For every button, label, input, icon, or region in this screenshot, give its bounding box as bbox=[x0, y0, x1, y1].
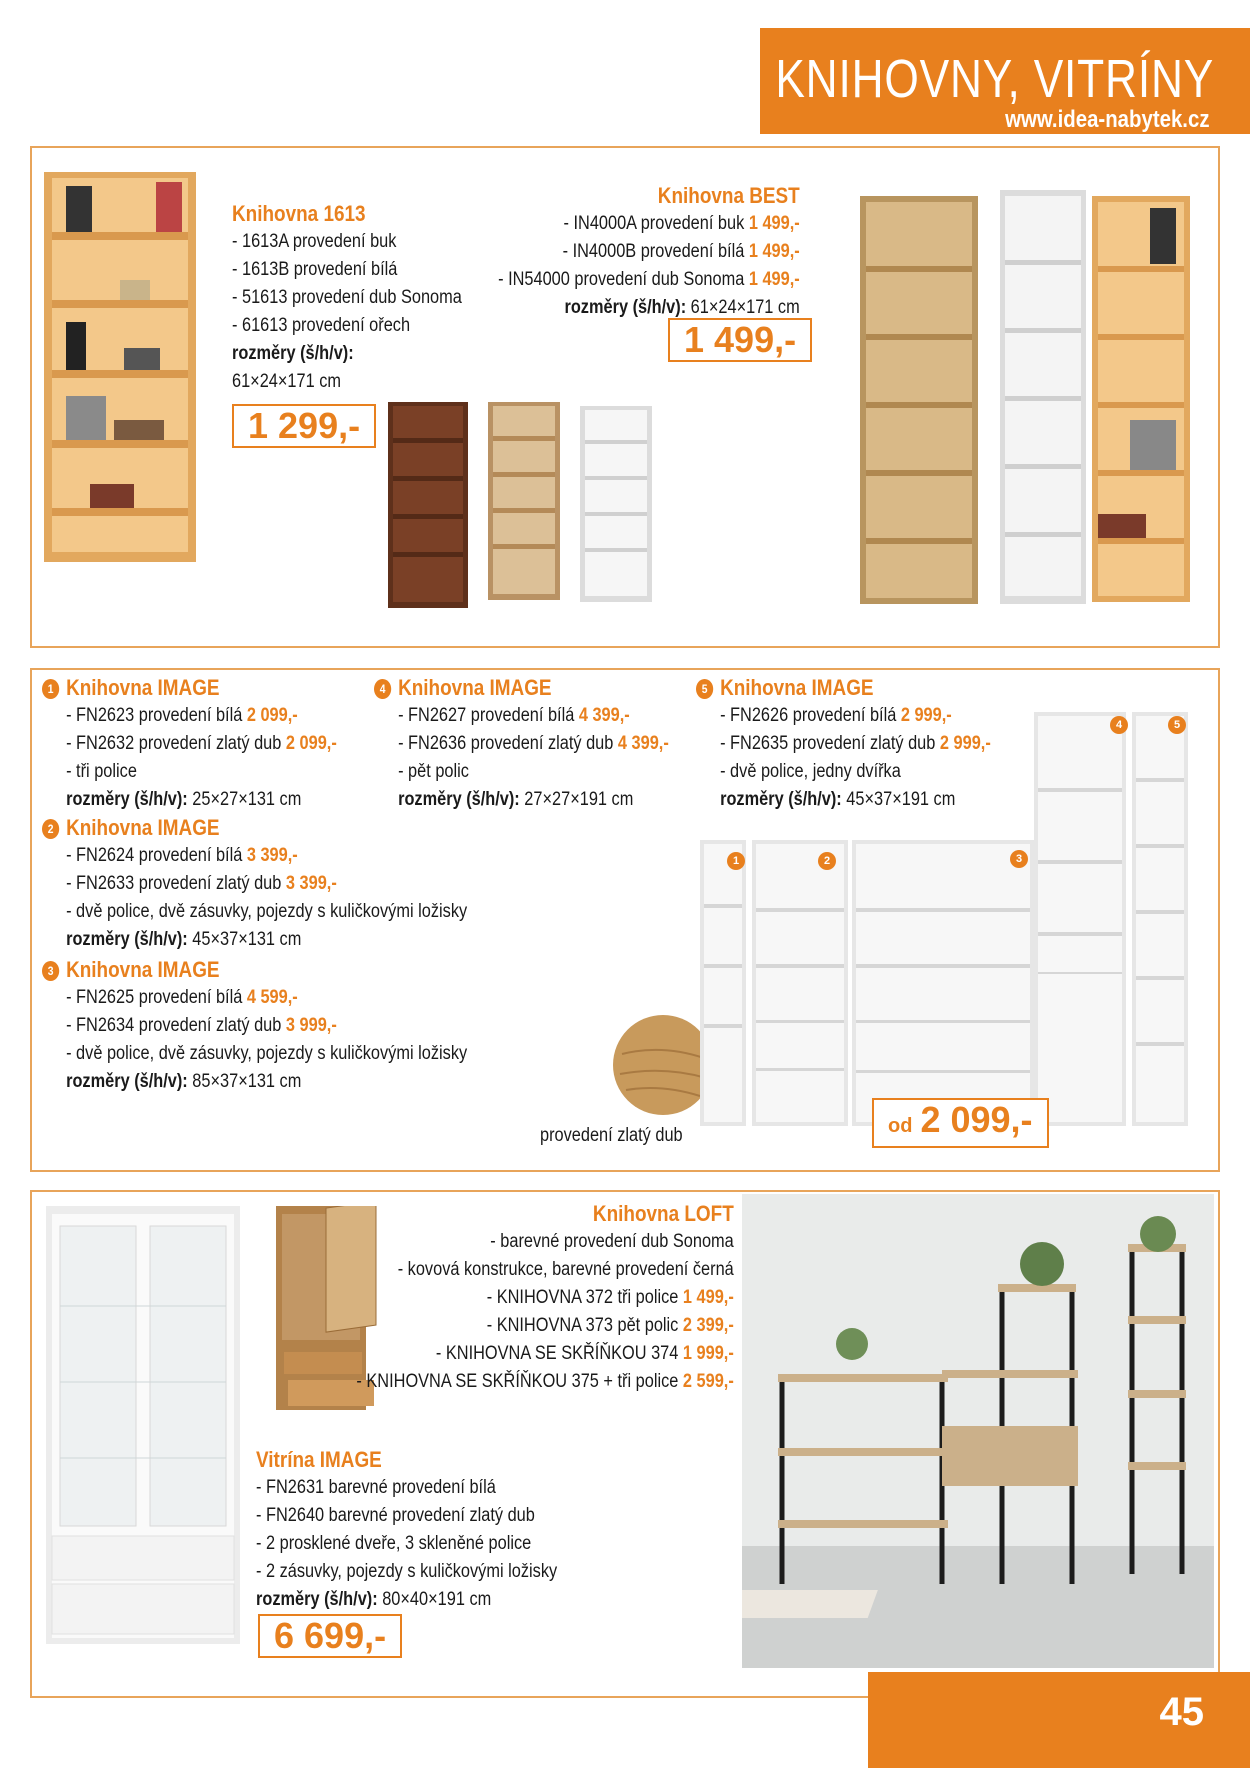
loft-line-price: 2 399,- bbox=[683, 1315, 734, 1336]
best-line-price: 1 499,- bbox=[749, 213, 800, 234]
image-price-from bbox=[872, 1098, 1049, 1148]
image-shelving-image bbox=[700, 708, 1200, 1132]
vitrina-info bbox=[256, 1446, 557, 1614]
image-item-dims-label: rozměry (š/h/v): bbox=[66, 789, 188, 810]
loft-line: - KNIHOVNA SE SKŘÍŇKOU 374 bbox=[436, 1343, 679, 1364]
k1613-dims-value: 61×24×171 cm bbox=[232, 371, 342, 392]
best-line: - IN54000 provedení dub Sonoma 1 499,- bbox=[498, 269, 800, 290]
price-prefix: od bbox=[888, 1115, 913, 1137]
unit-number-tag: 4 bbox=[1110, 716, 1128, 734]
loft-line: - KNIHOVNA 373 pět polic bbox=[486, 1315, 679, 1336]
k1613-line: - 1613B provedení bílá bbox=[232, 259, 398, 280]
unit-number-tag: 2 bbox=[818, 852, 836, 870]
image-item-line: - FN2634 provedení zlatý dub bbox=[66, 1015, 282, 1036]
unit-number-tag: 3 bbox=[1010, 850, 1028, 868]
bookcase-sonoma-image bbox=[488, 402, 560, 600]
loft-line: - barevné provedení dub Sonoma bbox=[490, 1231, 734, 1252]
image-item-line: - dvě police, jedny dvířka bbox=[720, 761, 901, 782]
vitrina-line: - 2 zásuvky, pojezdy s kuličkovými ložisky bbox=[256, 1561, 558, 1582]
image-item-line: - FN2626 provedení bílá bbox=[720, 705, 897, 726]
image-item-dims-label: rozměry (š/h/v): bbox=[720, 789, 842, 810]
vitrina-line: - FN2640 barevné provedení zlatý dub bbox=[256, 1505, 535, 1526]
best-line: - IN4000B provedení bílá 1 499,- bbox=[562, 241, 800, 262]
item-number-badge: 4 bbox=[374, 679, 391, 699]
vitrina-price: 6 699,- bbox=[258, 1614, 402, 1658]
image-item-2 bbox=[42, 814, 467, 954]
loft-room-photo bbox=[742, 1194, 1214, 1668]
image-item-line: - pět polic bbox=[398, 761, 469, 782]
item-number-badge: 3 bbox=[42, 961, 59, 981]
best-price: 1 499,- bbox=[668, 318, 812, 362]
loft-line: - KNIHOVNA 372 tři police bbox=[486, 1287, 679, 1308]
loft-line-price: 2 599,- bbox=[683, 1371, 734, 1392]
image-item-line: - FN2633 provedení zlatý dub bbox=[66, 873, 282, 894]
item-number-badge: 5 bbox=[696, 679, 713, 699]
image-item-title: Knihovna IMAGE bbox=[398, 675, 552, 700]
item-number-badge: 2 bbox=[42, 819, 59, 839]
image-item-line: - FN2632 provedení zlatý dub bbox=[66, 733, 282, 754]
image-item-dims-value: 45×37×191 cm bbox=[846, 789, 956, 810]
k1613-info bbox=[232, 200, 462, 396]
best-dims-label: rozměry (š/h/v): bbox=[564, 297, 687, 318]
loft-line-price: 1 499,- bbox=[683, 1287, 734, 1308]
loft-line-price: 1 999,- bbox=[683, 1343, 734, 1364]
item-number-badge: 1 bbox=[42, 679, 59, 699]
image-item-price: 3 999,- bbox=[285, 1015, 337, 1036]
best-title: Knihovna BEST bbox=[658, 183, 800, 208]
k1613-price: 1 299,- bbox=[232, 404, 376, 448]
image-item-line: - FN2627 provedení bílá bbox=[398, 705, 575, 726]
image-item-line: - dvě police, dvě zásuvky, pojezdy s kuličkovými ložisky bbox=[66, 1043, 468, 1064]
k1613-title: Knihovna 1613 bbox=[232, 201, 366, 226]
image-item-line: - FN2625 provedení bílá bbox=[66, 987, 243, 1008]
vitrina-dims-value: 80×40×191 cm bbox=[382, 1589, 492, 1610]
image-item-dims-value: 45×37×131 cm bbox=[192, 929, 302, 950]
image-item-price: 2 099,- bbox=[246, 705, 298, 726]
loft-info bbox=[357, 1200, 734, 1396]
price-value: 2 099,- bbox=[920, 1099, 1033, 1140]
page-number: 45 bbox=[1159, 1690, 1204, 1734]
image-item-line: - FN2636 provedení zlatý dub bbox=[398, 733, 614, 754]
image-item-price: 2 999,- bbox=[900, 705, 952, 726]
image-item-dims-label: rozměry (š/h/v): bbox=[398, 789, 520, 810]
image-item-dims-value: 27×27×191 cm bbox=[524, 789, 634, 810]
image-item-line: - FN2624 provedení bílá bbox=[66, 845, 243, 866]
loft-line: - KNIHOVNA SE SKŘÍŇKOU 375 + tři police bbox=[356, 1371, 679, 1392]
best-line: - IN4000A provedení buk 1 499,- bbox=[563, 213, 800, 234]
image-item-line: - dvě police, dvě zásuvky, pojezdy s kuličkovými ložisky bbox=[66, 901, 468, 922]
image-item-price: 3 399,- bbox=[285, 873, 337, 894]
k1613-dims-label: rozměry (š/h/v): bbox=[232, 343, 354, 364]
k1613-line: - 61613 provedení ořech bbox=[232, 315, 411, 336]
best-line-price: 1 499,- bbox=[749, 269, 800, 290]
vitrina-dims-label: rozměry (š/h/v): bbox=[256, 1589, 378, 1610]
image-item-price: 2 999,- bbox=[939, 733, 991, 754]
vitrina-white-image bbox=[46, 1206, 240, 1650]
best-line-price: 1 499,- bbox=[749, 241, 800, 262]
best-info bbox=[498, 182, 800, 322]
image-item-price: 2 099,- bbox=[285, 733, 337, 754]
image-item-title: Knihovna IMAGE bbox=[66, 957, 220, 982]
unit-number-tag: 5 bbox=[1168, 716, 1186, 734]
vitrina-title: Vitrína IMAGE bbox=[256, 1447, 382, 1472]
bookcase-1613-image bbox=[44, 172, 196, 562]
image-item-price: 4 399,- bbox=[617, 733, 669, 754]
bookcase-best-image bbox=[860, 190, 1190, 610]
image-item-dims-value: 85×37×131 cm bbox=[192, 1071, 302, 1092]
image-item-dims-label: rozměry (š/h/v): bbox=[66, 929, 188, 950]
swatch-label: provedení zlatý dub bbox=[540, 1125, 683, 1146]
wood-swatch-image bbox=[612, 1014, 714, 1116]
image-item-line: - FN2623 provedení bílá bbox=[66, 705, 243, 726]
image-item-line: - FN2635 provedení zlatý dub bbox=[720, 733, 936, 754]
image-item-title: Knihovna IMAGE bbox=[720, 675, 874, 700]
k1613-line: - 51613 provedení dub Sonoma bbox=[232, 287, 462, 308]
image-item-line: - tři police bbox=[66, 761, 137, 782]
bookcase-white-image bbox=[580, 406, 652, 602]
image-item-4 bbox=[374, 674, 669, 814]
bookcase-walnut-image bbox=[388, 402, 468, 608]
unit-number-tag: 1 bbox=[727, 852, 745, 870]
image-item-price: 3 399,- bbox=[246, 845, 298, 866]
vitrina-line: - FN2631 barevné provedení bílá bbox=[256, 1477, 496, 1498]
image-item-title: Knihovna IMAGE bbox=[66, 815, 220, 840]
vitrina-line: - 2 prosklené dveře, 3 skleněné police bbox=[256, 1533, 532, 1554]
image-item-3 bbox=[42, 956, 467, 1096]
image-item-dims-value: 25×27×131 cm bbox=[192, 789, 302, 810]
image-item-dims-label: rozměry (š/h/v): bbox=[66, 1071, 188, 1092]
loft-title: Knihovna LOFT bbox=[593, 1201, 734, 1226]
best-dims-value: 61×24×171 cm bbox=[690, 297, 800, 318]
image-item-price: 4 399,- bbox=[578, 705, 630, 726]
website-url[interactable]: www.idea-nabytek.cz bbox=[1005, 106, 1210, 133]
image-item-1 bbox=[42, 674, 337, 814]
image-item-price: 4 599,- bbox=[246, 987, 298, 1008]
loft-line: - kovová konstrukce, barevné provedení černá bbox=[397, 1259, 734, 1280]
page-title: KNIHOVNY, VITRÍNY bbox=[775, 49, 1214, 109]
image-item-title: Knihovna IMAGE bbox=[66, 675, 220, 700]
k1613-line: - 1613A provedení buk bbox=[232, 231, 397, 252]
